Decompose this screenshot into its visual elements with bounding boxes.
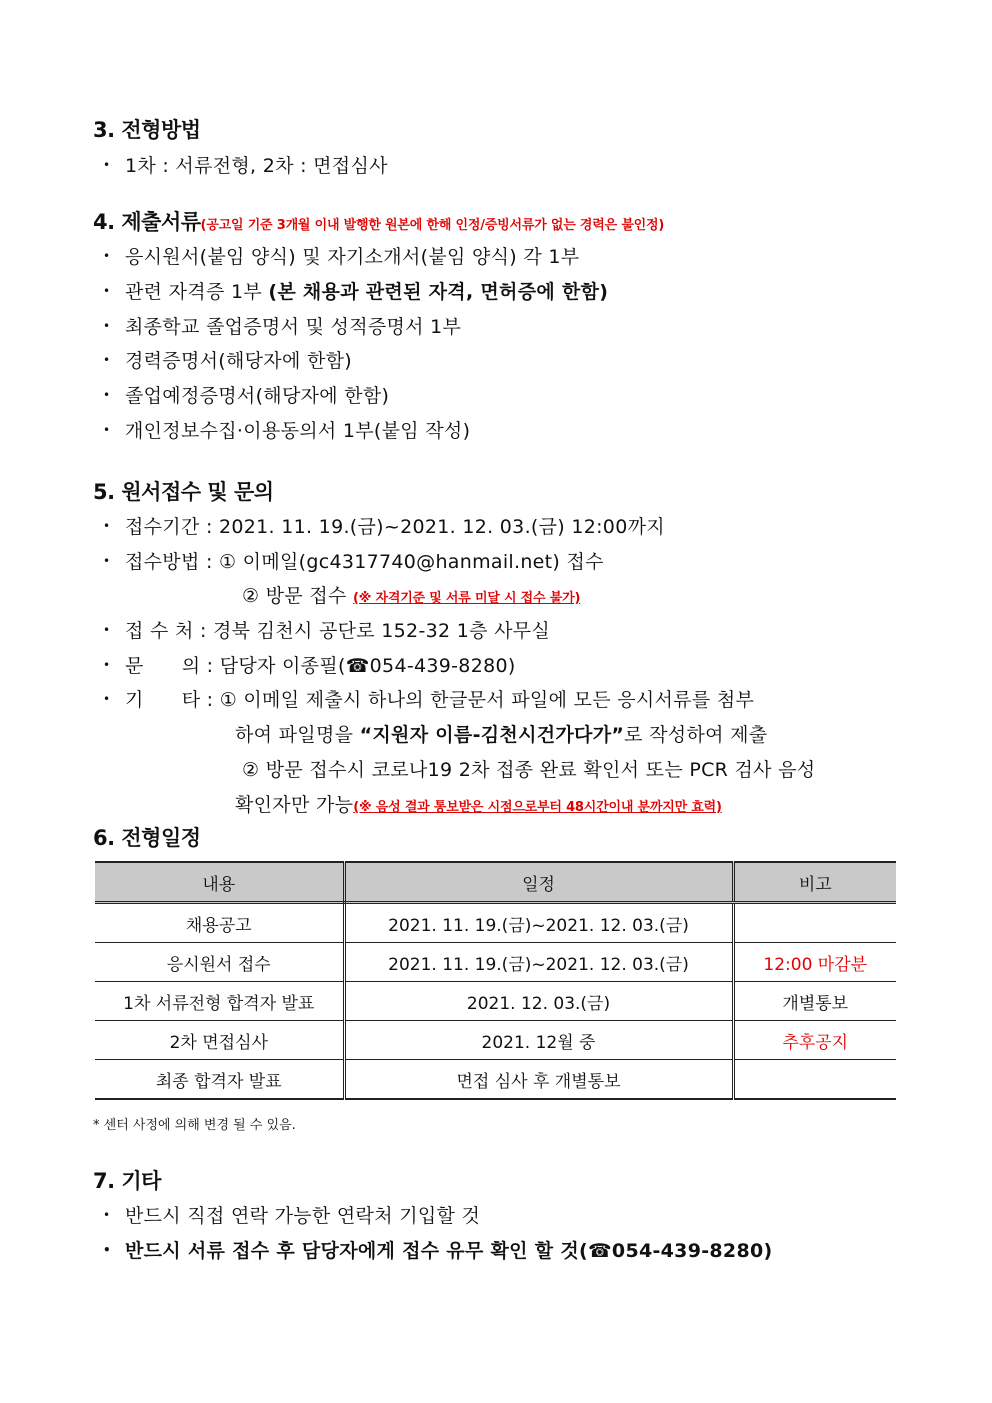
schedule-footnote: * 센터 사정에 의해 변경 될 수 있음. (93, 1118, 296, 1133)
bullet-icon: • (103, 249, 111, 263)
sec4-item-6: • 개인정보수집·이용동의서 1부(붙임 작성) (103, 420, 471, 442)
section-4-note: (공고일 기준 3개월 이내 발행한 원본에 한해 인정/증빙서류가 없는 경력은 불인정) (200, 218, 665, 233)
bullet-icon: • (103, 1243, 111, 1257)
sec5-method-2: ② 방문 접수 (※ 자격기준 및 서류 미달 시 접수 불가) (242, 585, 581, 607)
bullet-icon: • (103, 623, 111, 637)
table-header: 비고 (733, 862, 896, 903)
table-cell: 응시원서 접수 (95, 943, 344, 982)
sec5-etc-1-cont: 하여 파일명을 “지원자 이름-김천시건가다가”로 작성하여 제출 (235, 724, 768, 746)
section-3-title: 3. 전형방법 (93, 118, 201, 142)
section-6-title: 6. 전형일정 (93, 826, 201, 850)
table-row (95, 943, 896, 982)
sec5-contact: • 문 의 : 담당자 이종필(☎054-439-8280) (103, 655, 516, 677)
table-row (95, 1021, 896, 1060)
table-header: 내용 (95, 862, 344, 903)
bullet-icon: • (103, 1208, 111, 1222)
section-7-title: 7. 기타 (93, 1169, 161, 1193)
sec7-item-2: • 반드시 서류 접수 후 담당자에게 접수 유무 확인 할 것(☎054-439-8280) (103, 1240, 773, 1262)
table-cell: 2021. 12월 중 (344, 1021, 733, 1060)
table-cell: 2021. 11. 19.(금)~2021. 12. 03.(금) (344, 903, 733, 943)
section-4-title: 4. 제출서류(공고일 기준 3개월 이내 발행한 원본에 한해 인정/증빙서류가 없는 경력은 불인정) (93, 210, 665, 234)
sec5-etc-2: ② 방문 접수시 코로나19 2차 접종 완료 확인서 또는 PCR 검사 음성 (242, 759, 816, 781)
sec4-item-2: • 관련 자격증 1부 (본 채용과 관련된 자격, 면허증에 한함) (103, 281, 609, 303)
sec4-item-5: • 졸업예정증명서(해당자에 한함) (103, 385, 390, 407)
table-row (95, 1060, 896, 1100)
bullet-icon: • (103, 692, 111, 706)
section-5-title: 5. 원서접수 및 문의 (93, 480, 274, 504)
table-cell (733, 903, 896, 943)
sec4-item-4: • 경력증명서(해당자에 한함) (103, 350, 352, 372)
bullet-icon: • (103, 388, 111, 402)
table-cell: 2021. 11. 19.(금)~2021. 12. 03.(금) (344, 943, 733, 982)
sec5-method: • 접수방법 : ① 이메일(gc4317740@hanmail.net) 접수 (103, 551, 604, 573)
table-cell: 1차 서류전형 합격자 발표 (95, 982, 344, 1021)
sec3-item: • 1차 : 서류전형, 2차 : 면접심사 (103, 155, 388, 177)
bullet-icon: • (103, 423, 111, 437)
table-row (95, 982, 896, 1021)
sec7-item-1: • 반드시 직접 연락 가능한 연락처 기입할 것 (103, 1205, 481, 1227)
table-cell: 2차 면접심사 (95, 1021, 344, 1060)
table-cell: 개별통보 (733, 982, 896, 1021)
schedule-table (95, 861, 896, 1100)
table-row (95, 903, 896, 943)
table-cell: 면접 심사 후 개별통보 (344, 1060, 733, 1100)
table-cell: 추후공지 (733, 1021, 896, 1060)
bullet-icon: • (103, 319, 111, 333)
bullet-icon: • (103, 658, 111, 672)
sec4-item-3: • 최종학교 졸업증명서 및 성적증명서 1부 (103, 316, 462, 338)
sec4-item-1: • 응시원서(붙임 양식) 및 자기소개서(붙임 양식) 각 1부 (103, 246, 580, 268)
table-cell: 최종 합격자 발표 (95, 1060, 344, 1100)
table-cell: 2021. 12. 03.(금) (344, 982, 733, 1021)
sec5-period: • 접수기간 : 2021. 11. 19.(금)~2021. 12. 03.(금) 12:00까지 (103, 516, 665, 538)
bullet-icon: • (103, 284, 111, 298)
table-header: 일정 (344, 862, 733, 903)
table-header-row (95, 862, 896, 903)
bullet-icon: • (103, 158, 111, 172)
table-cell (733, 1060, 896, 1100)
bullet-icon: • (103, 353, 111, 367)
table-cell: 12:00 마감분 (733, 943, 896, 982)
table-cell: 채용공고 (95, 903, 344, 943)
sec5-place: • 접 수 처 : 경북 김천시 공단로 152-32 1층 사무실 (103, 620, 551, 642)
bullet-icon: • (103, 554, 111, 568)
sec5-etc-1: • 기 타 : ① 이메일 제출시 하나의 한글문서 파일에 모든 응시서류를 첨부 (103, 689, 755, 711)
sec5-etc-2-cont: 확인자만 가능(※ 음성 결과 통보받은 시점으로부터 48시간이내 분까지만 효력) (235, 794, 722, 816)
bullet-icon: • (103, 519, 111, 533)
